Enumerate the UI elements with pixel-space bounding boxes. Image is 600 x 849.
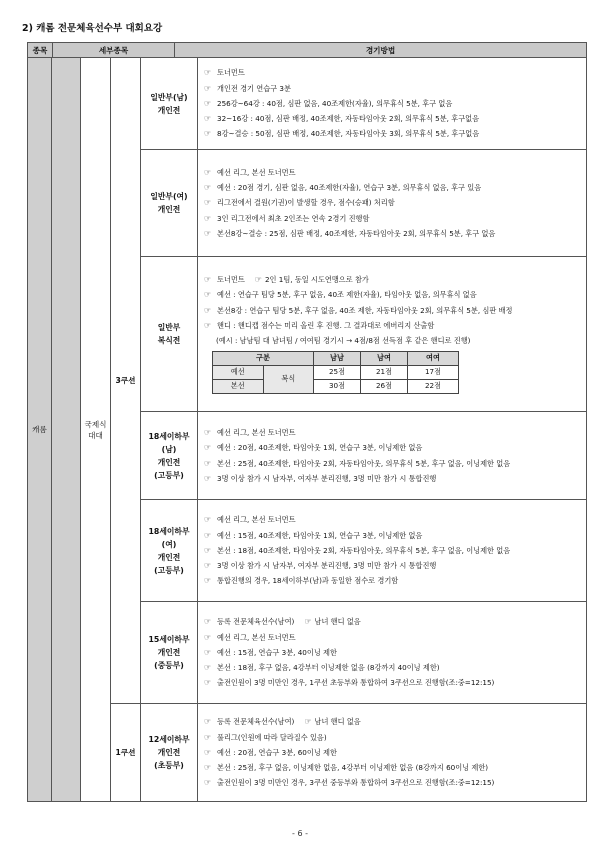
method-text: 토너먼트 [217, 68, 245, 78]
event-row [140, 499, 587, 602]
header-detail: 세부종목 [53, 43, 175, 58]
method-text: 출전인원이 3명 미만인 경우, 1쿠션 초등부와 통합하여 3쿠션으로 진행함(조:중=12:15) [217, 678, 495, 688]
pointing-hand-icon: ☞ [204, 458, 212, 468]
cue-3-cell [110, 57, 141, 704]
score-row-label: 예선 [213, 365, 264, 379]
event-row [140, 256, 587, 412]
pointing-hand-icon: ☞ [204, 763, 212, 773]
event-name-cell [140, 703, 198, 802]
score-header-cell: 여여 [408, 351, 459, 365]
method-line [204, 645, 580, 660]
method-line [204, 760, 580, 775]
event-name-line: 개인전 [157, 205, 181, 214]
score-value-cell: 17점 [408, 365, 459, 379]
sport-label: 캐롬 [32, 425, 47, 434]
method-line [204, 512, 580, 527]
pointing-hand-icon: ☞ [204, 428, 212, 438]
event-name-line: 복식전 [157, 336, 181, 345]
method-line [204, 111, 580, 126]
score-value-cell: 21점 [361, 365, 408, 379]
method-line [204, 65, 580, 80]
method-line [204, 126, 580, 141]
pointing-hand-icon: ☞ [204, 732, 212, 742]
method-text: 본선 : 18점, 후구 없음, 4강부터 이닝제한 없음 (8강까지 40이닝 제한) [217, 663, 440, 673]
score-row [213, 379, 459, 393]
pointing-hand-icon: ☞ [204, 678, 212, 688]
method-text: 등록 전문체육선수(남여) [217, 617, 295, 627]
example-note: (예시 : 남남팀 대 남녀팀 / 여여팀 경기시 → 4점/8점 선득점 후 같은 핸디로 진행) [216, 335, 471, 345]
event-name-cell [140, 57, 198, 150]
method-line [204, 211, 580, 226]
header-sport: 종목 [28, 43, 53, 58]
method-line [204, 287, 580, 302]
pointing-hand-icon: ☞ [204, 530, 212, 540]
event-name-line: (여) [161, 539, 177, 549]
event-name-cell [140, 149, 198, 257]
table-header-row [28, 43, 587, 58]
method-text: 본선 : 25점, 후구 없음, 이닝제한 없음, 4강부터 이닝제한 없음 (8강까지 60이닝 제한) [217, 763, 489, 773]
event-name-cell [140, 601, 198, 704]
method-text: 예선 리그, 본선 토너먼트 [217, 515, 296, 525]
body-grid [27, 57, 587, 802]
score-value-cell: 26점 [361, 379, 408, 393]
score-row-label: 본선 [213, 379, 264, 393]
method-text: 예선 리그, 본선 토너먼트 [217, 167, 296, 177]
method-lines [204, 165, 580, 241]
event-name-line: 12세이하부 [148, 735, 190, 744]
method-text: 본선8강 : 연습구 팀당 5분, 후구 없음, 40조 제한, 자동타임아웃 2회, 의무휴식 5분, 심판 배정 [217, 305, 513, 315]
category-line: 국제식 [84, 419, 107, 429]
method-cell [197, 149, 587, 257]
competition-table [27, 42, 587, 58]
pointing-hand-icon: ☞ [204, 632, 212, 642]
method-line [204, 660, 580, 675]
score-row [213, 365, 459, 379]
method-text: 32~16강 : 40점, 심판 배정, 40조제한, 자동타임아웃 2회, 의무휴식 5분, 후구없음 [217, 114, 480, 124]
score-header-row [213, 351, 459, 365]
pointing-hand-icon: ☞ [204, 617, 212, 627]
pointing-hand-icon: ☞ [204, 198, 212, 208]
method-line [204, 180, 580, 195]
pointing-hand-icon: ☞ [204, 213, 212, 223]
category-line: 대대 [88, 430, 103, 440]
event-name-line: 개인전 [157, 457, 181, 467]
method-lines [204, 614, 580, 690]
method-cell [197, 601, 587, 704]
pointing-hand-icon: ☞ [204, 183, 212, 193]
event-name-cell [140, 256, 198, 412]
category-cell [80, 57, 111, 802]
method-line [204, 543, 580, 558]
method-text: 예선 : 15점, 연습구 3분, 40이닝 제한 [217, 647, 337, 657]
method-text: 토너먼트 [217, 275, 245, 285]
pointing-hand-icon: ☞ [204, 561, 212, 571]
method-line [204, 471, 580, 486]
method-text: 핸디 : 핸디캡 점수는 미리 올린 후 진행. 그 결과대로 에버리지 산출함 [217, 320, 435, 330]
pointing-hand-icon: ☞ [204, 647, 212, 657]
pointing-hand-icon: ☞ [204, 290, 212, 300]
method-lines [204, 425, 580, 486]
method-text: 통합진행의 경우, 18세이하부(남)과 동일한 점수로 경기함 [217, 576, 399, 586]
method-line [204, 775, 580, 790]
method-text: 예선 : 20점, 연습구 3분, 60이닝 제한 [217, 747, 337, 757]
pointing-hand-icon: ☞ [204, 167, 212, 177]
method-cell [197, 256, 587, 412]
pointing-hand-icon: ☞ [204, 305, 212, 315]
method-line [204, 714, 580, 729]
method-line [204, 558, 580, 573]
method-text: 리그전에서 결원(기권)이 발생할 경우, 점수(승패) 처리함 [217, 198, 395, 208]
event-row [140, 703, 587, 802]
method-line [204, 425, 580, 440]
method-cell [197, 703, 587, 802]
event-name-line: 18세이하부 [148, 431, 190, 441]
pointing-hand-icon: ☞ [204, 545, 212, 555]
method-line [204, 272, 580, 287]
blank-column [51, 57, 81, 802]
method-line [204, 195, 580, 210]
method-line [204, 456, 580, 471]
method-text: 개인전 경기 연습구 3분 [217, 83, 291, 93]
method-line [204, 303, 580, 318]
method-text: 256강~64강 : 40점, 심판 없음, 40조제한(자율), 의무휴식 5분, 후구 없음 [217, 98, 453, 108]
method-line [204, 573, 580, 588]
method-text: 3명 이상 참가 시 남자부, 여자부 분리진행, 3명 미만 참가 시 통합진행 [217, 561, 437, 571]
method-line [204, 440, 580, 455]
method-lines [204, 65, 580, 141]
pointing-hand-icon: ☞ [204, 443, 212, 453]
cue-1-cell [110, 703, 141, 802]
event-name-line: (고등부) [154, 565, 184, 575]
event-row [140, 411, 587, 500]
pointing-hand-icon: ☞ [204, 663, 212, 673]
event-name-line: 개인전 [157, 648, 181, 657]
pointing-hand-icon: ☞ [204, 114, 212, 124]
method-line [204, 226, 580, 241]
method-text: 예선 리그, 본선 토너먼트 [217, 632, 296, 642]
method-text: 2인 1팀, 동일 시도연맹으로 참가 [264, 275, 369, 285]
pointing-hand-icon: ☞ [204, 747, 212, 757]
method-cell [197, 499, 587, 602]
method-line [204, 614, 580, 629]
method-text: 예선 : 15점, 40조제한, 타임아웃 1회, 연습구 3분, 이닝제한 없음 [217, 530, 423, 540]
method-line [204, 96, 580, 111]
page-number: - 6 - [292, 829, 308, 838]
method-line [204, 630, 580, 645]
pointing-hand-icon: ☞ [204, 717, 212, 727]
event-name-line: 일반부(여) [150, 192, 188, 201]
pointing-hand-icon: ☞ [304, 717, 312, 727]
method-lines [204, 714, 580, 790]
event-name-line: 개인전 [157, 552, 181, 562]
pointing-hand-icon: ☞ [304, 617, 312, 627]
pointing-hand-icon: ☞ [204, 515, 212, 525]
method-text: 8강~결승 : 50점, 심판 배정, 40조제한, 자동타임아웃 3회, 의무휴식 5분, 후구없음 [217, 129, 480, 139]
pointing-hand-icon: ☞ [204, 129, 212, 139]
score-header-cell: 남남 [314, 351, 361, 365]
event-name-line: (남) [161, 444, 177, 454]
method-text: 본선 : 25점, 40조제한, 타임아웃 2회, 자동타임아웃, 의무휴식 5분, 후구 없음, 이닝제한 없음 [217, 458, 511, 468]
pointing-hand-icon: ☞ [204, 576, 212, 586]
method-text: 3명 이상 참가 시 남자부, 여자부 분리진행, 3명 미만 참가 시 통합진행 [217, 473, 437, 483]
event-name-line: 개인전 [157, 105, 181, 115]
method-text: 남녀 핸디 없음 [314, 717, 361, 727]
event-row [140, 601, 587, 704]
event-name-cell [140, 499, 198, 602]
method-text: 3인 리그전에서 최초 2인조는 연속 2경기 진행함 [217, 213, 370, 223]
event-row [140, 149, 587, 257]
method-text: 예선 : 20점, 40조제한, 타임아웃 1회, 연습구 3분, 이닝제한 없음 [217, 443, 423, 453]
page-title: 2) 캐롬 전문체육선수부 대회요강 [22, 23, 163, 34]
score-header-cell: 남여 [361, 351, 408, 365]
pointing-hand-icon: ☞ [204, 275, 212, 285]
method-text: 등록 전문체육선수(남여) [217, 717, 295, 727]
event-name-line: (중등부) [154, 661, 184, 670]
method-line [204, 730, 580, 745]
method-lines [204, 272, 580, 396]
score-doubles-cell: 복식 [263, 365, 314, 393]
event-name-line: 일반부(남) [150, 92, 188, 102]
method-text: 본선8강~결승 : 25점, 심판 배정, 40조제한, 자동타임아웃 2회, 의무휴식 5분, 후구 없음 [217, 228, 496, 238]
score-value-cell: 22점 [408, 379, 459, 393]
method-cell [197, 57, 587, 150]
event-name-line: (초등부) [154, 761, 184, 770]
event-row [140, 57, 587, 150]
header-method: 경기방법 [175, 43, 587, 58]
method-text: 예선 리그, 본선 토너먼트 [217, 428, 296, 438]
method-line [204, 318, 580, 333]
method-text: 풀리그(인원에 따라 달라질수 있음) [217, 732, 327, 742]
score-header-cell: 구분 [213, 351, 314, 365]
method-line [204, 745, 580, 760]
method-line [204, 165, 580, 180]
score-value-cell: 25점 [314, 365, 361, 379]
pointing-hand-icon: ☞ [204, 473, 212, 483]
pointing-hand-icon: ☞ [204, 68, 212, 78]
event-name-cell [140, 411, 198, 500]
event-name-line: 일반부 [157, 323, 181, 332]
handicap-score-table [212, 351, 459, 394]
method-text: 예선 : 20점 경기, 심판 없음, 40조제한(자율), 연습구 3분, 의무휴식 없음, 후구 있음 [217, 183, 482, 193]
event-name-line: 개인전 [157, 748, 181, 757]
method-line [204, 528, 580, 543]
event-name-line: 15세이하부 [148, 635, 190, 644]
pointing-hand-icon: ☞ [204, 320, 212, 330]
method-line [204, 675, 580, 690]
cue-1-label: 1쿠션 [115, 748, 136, 757]
method-text: 예선 : 연습구 팀당 5분, 후구 없음, 40조 제한(자율), 타임아웃 없음, 의무휴식 없음 [217, 290, 477, 300]
method-text: 남녀 핸디 없음 [314, 617, 361, 627]
event-name-line: (고등부) [154, 470, 184, 480]
method-text: 출전인원이 3명 미만인 경우, 3쿠션 중등부와 통합하여 3쿠션으로 진행함(조:중=12:15) [217, 778, 495, 788]
method-cell [197, 411, 587, 500]
method-lines [204, 512, 580, 588]
method-line [204, 81, 580, 96]
cue-3-label: 3쿠션 [115, 376, 136, 385]
pointing-hand-icon: ☞ [204, 778, 212, 788]
score-value-cell: 30점 [314, 379, 361, 393]
pointing-hand-icon: ☞ [204, 228, 212, 238]
method-text: 본선 : 18점, 40조제한, 타임아웃 2회, 자동타임아웃, 의무휴식 5분, 후구 없음, 이닝제한 없음 [217, 545, 511, 555]
event-name-line: 18세이하부 [148, 526, 190, 536]
pointing-hand-icon: ☞ [254, 275, 262, 285]
pointing-hand-icon: ☞ [204, 83, 212, 93]
sport-cell [27, 57, 52, 802]
pointing-hand-icon: ☞ [204, 98, 212, 108]
